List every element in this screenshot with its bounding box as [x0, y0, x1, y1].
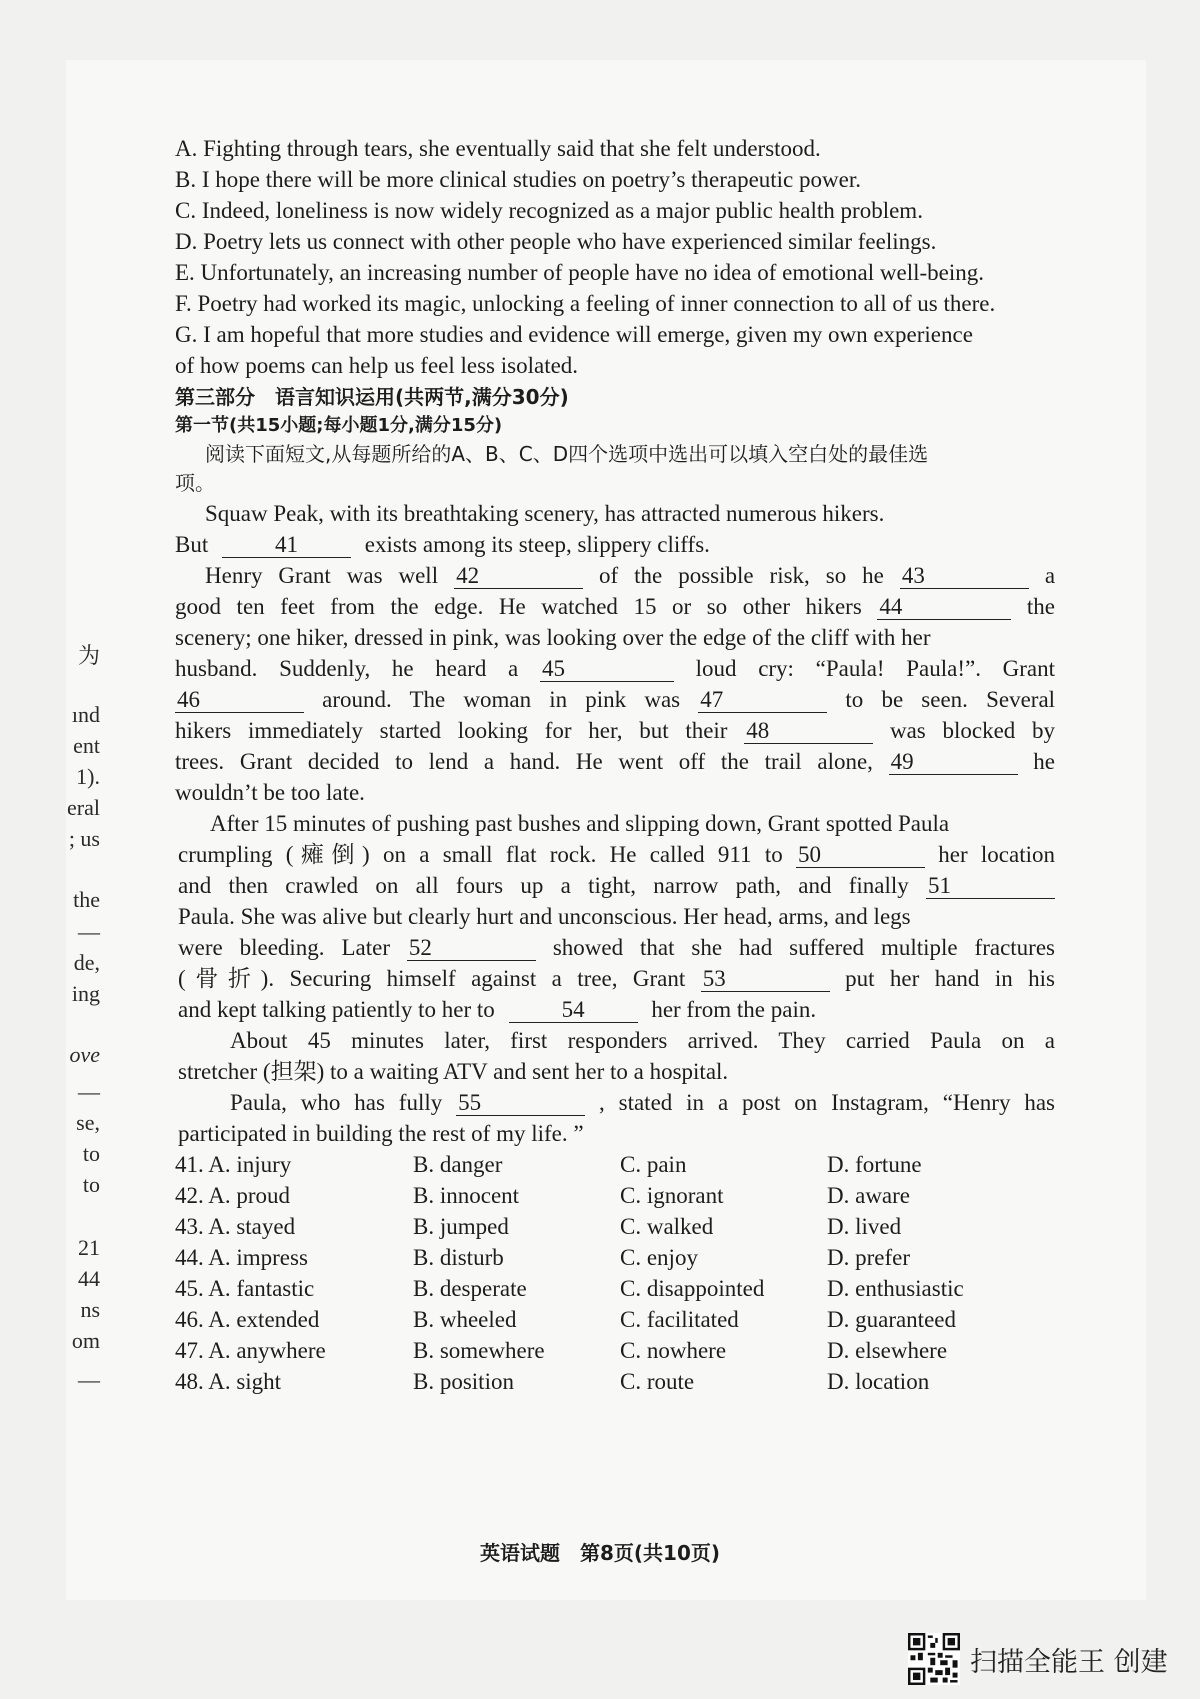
option-b-text[interactable]: B. jumped [413, 1214, 509, 1239]
blank-53[interactable]: 53 [701, 967, 830, 992]
passage-text: husband. Suddenly, he heard a [175, 656, 519, 681]
passage-line [175, 746, 1055, 778]
option-d-text[interactable]: D. aware [827, 1183, 911, 1208]
question-row [175, 1304, 1055, 1336]
passage-line [175, 529, 1055, 561]
option-c-text[interactable]: C. disappointed [620, 1276, 765, 1301]
passage-line: wouldn’t be too late. [175, 780, 365, 805]
option-d: D. Poetry lets us connect with other people who have experienced similar feelings. [175, 229, 937, 254]
option-c-text[interactable]: C. facilitated [620, 1307, 739, 1332]
option-d-text[interactable]: D. fortune [827, 1152, 922, 1177]
blank-50[interactable]: 50 [796, 843, 925, 868]
qr-code-icon [908, 1633, 960, 1685]
option-c-text[interactable]: C. walked [620, 1214, 714, 1239]
blank-51[interactable]: 51 [926, 874, 1055, 899]
option-a-text[interactable]: 41. A. injury [175, 1152, 292, 1177]
passage-text: showed that she had suffered multiple fractures [552, 935, 1055, 960]
margin-fragment: the [73, 887, 100, 912]
option-b-text[interactable]: B. disturb [413, 1245, 504, 1270]
blank-44[interactable]: 44 [877, 595, 1011, 620]
option-d-text[interactable]: D. lived [827, 1214, 902, 1239]
option-d-text[interactable]: D. enthusiastic [827, 1276, 964, 1301]
passage-text: and kept talking patiently to her to [178, 997, 495, 1022]
passage-line [178, 932, 1055, 964]
margin-fragment: — [78, 1079, 100, 1104]
question-row [175, 1366, 1055, 1398]
blank-45[interactable]: 45 [540, 657, 674, 682]
option-a-text[interactable]: 48. A. sight [175, 1369, 282, 1394]
instruction-line-2: 项。 [175, 471, 215, 495]
option-f: F. Poetry had worked its magic, unlocking a feeling of inner connection to all of us there. [175, 291, 996, 316]
option-a-text[interactable]: 42. A. proud [175, 1183, 290, 1208]
blank-41[interactable]: 41 [222, 533, 351, 558]
passage-text: her location [938, 842, 1056, 867]
passage-line [175, 684, 1055, 716]
passage-text: exists among its steep, slippery cliffs. [364, 532, 710, 557]
passage-text: was blocked by [889, 718, 1056, 743]
margin-fragment: to [82, 1141, 100, 1166]
section-heading: 第三部分 语言知识运用(共两节,满分30分) [175, 385, 569, 409]
passage-line: About 45 minutes later, first responders arrived. They carried Paula on a [230, 1028, 1055, 1053]
passage-text: trees. Grant decided to lend a hand. He went off the trail alone, [175, 749, 873, 774]
option-a-text[interactable]: 45. A. fantastic [175, 1276, 315, 1301]
option-b-text[interactable]: B. somewhere [413, 1338, 545, 1363]
passage-text: were bleeding. Later [178, 935, 390, 960]
passage-text: Henry Grant was well [205, 563, 439, 588]
option-c-text[interactable]: C. ignorant [620, 1183, 724, 1208]
passage-line [175, 591, 1055, 623]
blank-46[interactable]: 46 [175, 688, 304, 713]
question-row [175, 1149, 1055, 1181]
blank-55[interactable]: 55 [456, 1091, 585, 1116]
passage-text: and then crawled on all fours up a tight, narrow path, and finally [178, 873, 909, 898]
option-b-text[interactable]: B. position [413, 1369, 514, 1394]
margin-fragment: — [78, 1367, 100, 1392]
passage-line [178, 839, 1055, 871]
margin-fragment: ent [73, 733, 100, 758]
passage-text: a [1044, 563, 1056, 588]
option-d-text[interactable]: D. guaranteed [827, 1307, 956, 1332]
passage-line [175, 653, 1055, 685]
passage-line: stretcher (担架) to a waiting ATV and sent her to a hospital. [178, 1059, 729, 1084]
passage-line [230, 1087, 1055, 1119]
option-d-text[interactable]: D. location [827, 1369, 930, 1394]
margin-fragment: om [71, 1328, 100, 1353]
option-d-text[interactable]: D. prefer [827, 1245, 911, 1270]
option-b-text[interactable]: B. wheeled [413, 1307, 517, 1332]
option-c-text[interactable]: C. route [620, 1369, 695, 1394]
margin-fragment: de, [73, 950, 100, 975]
passage-text: , stated in a post on Instagram, “Henry has [599, 1090, 1055, 1115]
option-c-text[interactable]: C. pain [620, 1152, 687, 1177]
blank-49[interactable]: 49 [889, 750, 1018, 775]
margin-fragment: ınd [71, 702, 100, 727]
margin-fragment: 44 [78, 1266, 100, 1291]
passage-text: put her hand in his [845, 966, 1055, 991]
page-footer: 英语试题 第8页(共10页) [479, 1541, 721, 1565]
blank-48[interactable]: 48 [744, 719, 873, 744]
passage-line [178, 994, 1055, 1026]
margin-fragment: 为 [77, 643, 100, 668]
option-g-continued: of how poems can help us feel less isolated. [175, 353, 579, 378]
question-row [175, 1180, 1055, 1212]
question-row [175, 1273, 1055, 1305]
margin-fragment: ing [71, 981, 100, 1006]
margin-fragment: se, [76, 1110, 100, 1135]
option-a-text[interactable]: 44. A. impress [175, 1245, 308, 1270]
passage-text: hikers immediately started looking for her, but their [175, 718, 728, 743]
margin-fragment: 21 [78, 1235, 100, 1260]
option-c-text[interactable]: C. nowhere [620, 1338, 727, 1363]
passage-text: her from the pain. [651, 997, 817, 1022]
blank-52[interactable]: 52 [407, 936, 536, 961]
passage-line: participated in building the rest of my life. ” [178, 1121, 584, 1146]
passage-text: of the possible risk, so he [599, 563, 884, 588]
margin-fragment: 1). [76, 764, 100, 789]
passage-line: After 15 minutes of pushing past bushes and slipping down, Grant spotted Paula [210, 811, 950, 836]
option-e: E. Unfortunately, an increasing number of people have no idea of emotional well-being. [175, 260, 984, 285]
passage-text: around. The woman in pink was [322, 687, 681, 712]
passage-text: to be seen. Several [845, 687, 1056, 712]
option-d-text[interactable]: D. elsewhere [827, 1338, 948, 1363]
margin-fragment: ove [69, 1042, 100, 1067]
passage-line [178, 870, 1055, 902]
blank-43[interactable]: 43 [900, 564, 1029, 589]
margin-fragment: — [78, 919, 100, 944]
subsection-heading: 第一节(共15小题;每小题1分,满分15分) [175, 415, 503, 436]
passage-line: Squaw Peak, with its breathtaking scenery, has attracted numerous hikers. [205, 501, 885, 526]
margin-fragment: eral [67, 795, 100, 820]
passage-text: Paula, who has fully [230, 1090, 443, 1115]
blank-42[interactable]: 42 [454, 564, 583, 589]
passage-text: crumpling (瘫倒) on a small flat rock. He called 911 to [178, 842, 783, 867]
passage-text: loud cry: “Paula! Paula!”. Grant [695, 656, 1056, 681]
option-a-text[interactable]: 47. A. anywhere [175, 1338, 326, 1363]
margin-fragment: ns [80, 1297, 100, 1322]
passage-text: good ten feet from the edge. He watched 15 or so other hikers [175, 594, 862, 619]
option-a: A. Fighting through tears, she eventually said that she felt understood. [175, 136, 821, 161]
blank-54[interactable]: 54 [509, 998, 638, 1023]
option-c-text[interactable]: C. enjoy [620, 1245, 698, 1270]
option-b-text[interactable]: B. danger [413, 1152, 503, 1177]
question-row [175, 1211, 1055, 1243]
option-b-text[interactable]: B. innocent [413, 1183, 520, 1208]
passage-line: Paula. She was alive but clearly hurt and unconscious. Her head, arms, and legs [178, 904, 911, 929]
passage-text: he [1033, 749, 1056, 774]
margin-fragment: to [82, 1172, 100, 1197]
option-a-text[interactable]: 46. A. extended [175, 1307, 320, 1332]
option-a-text[interactable]: 43. A. stayed [175, 1214, 296, 1239]
passage-line [175, 715, 1055, 747]
passage-text: the [1026, 594, 1056, 619]
option-b-text[interactable]: B. desperate [413, 1276, 527, 1301]
option-g: G. I am hopeful that more studies and evidence will emerge, given my own experience [175, 322, 973, 347]
option-b: B. I hope there will be more clinical studies on poetry’s therapeutic power. [175, 167, 861, 192]
passage-line: scenery; one hiker, dressed in pink, was looking over the edge of the cliff with her [175, 625, 931, 650]
passage-line [178, 963, 1055, 995]
passage-line [205, 560, 1055, 592]
watermark-text: 扫描全能王 创建 [970, 1646, 1168, 1678]
option-c: C. Indeed, loneliness is now widely recognized as a major public health problem. [175, 198, 923, 223]
question-row [175, 1242, 1055, 1274]
margin-fragment: ; us [68, 826, 100, 851]
blank-47[interactable]: 47 [698, 688, 827, 713]
passage-text: (骨折). Securing himself against a tree, Grant [178, 966, 686, 991]
question-row [175, 1335, 1055, 1367]
instruction-line-1: 阅读下面短文,从每题所给的A、B、C、D四个选项中选出可以填入空白处的最佳选 [205, 442, 929, 466]
scanner-watermark [908, 1633, 1168, 1685]
passage-text: But [175, 532, 209, 557]
